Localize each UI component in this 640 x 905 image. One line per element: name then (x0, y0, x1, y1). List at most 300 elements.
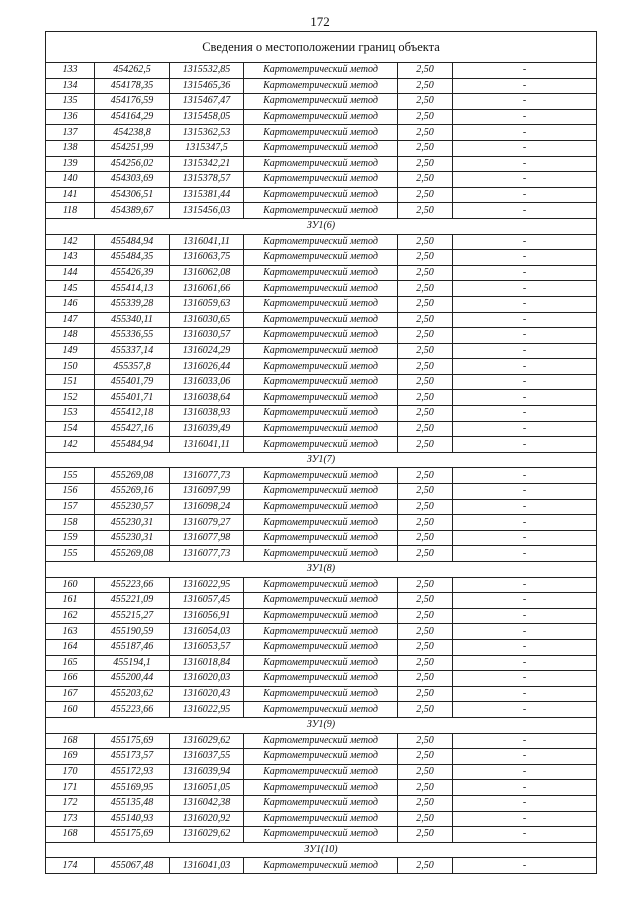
method-cell: Картометрический метод (244, 390, 398, 406)
table-row (46, 390, 597, 406)
coord-x: 455427,16 (95, 421, 170, 437)
table-row (46, 577, 597, 593)
point-number: 149 (46, 343, 95, 359)
point-number: 133 (46, 63, 95, 79)
method-cell: Картометрический метод (244, 749, 398, 765)
note-cell: - (453, 406, 597, 422)
coord-y: 1316041,11 (170, 437, 244, 453)
point-number: 174 (46, 858, 95, 874)
method-cell: Картометрический метод (244, 421, 398, 437)
table-row (46, 546, 597, 562)
coord-x: 455426,39 (95, 265, 170, 281)
point-number: 171 (46, 780, 95, 796)
coord-y: 1316061,66 (170, 281, 244, 297)
coord-y: 1316038,64 (170, 390, 244, 406)
method-cell: Картометрический метод (244, 437, 398, 453)
coord-x: 455414,13 (95, 281, 170, 297)
point-number: 118 (46, 203, 95, 219)
table-row (46, 639, 597, 655)
coord-y: 1316030,57 (170, 328, 244, 344)
method-cell: Картометрический метод (244, 655, 398, 671)
coord-y: 1315467,47 (170, 94, 244, 110)
note-cell: - (453, 140, 597, 156)
coord-x: 455223,66 (95, 702, 170, 718)
coord-x: 454178,35 (95, 78, 170, 94)
error-value: 2,50 (398, 63, 453, 79)
coord-x: 455223,66 (95, 577, 170, 593)
coord-x: 454256,02 (95, 156, 170, 172)
coord-x: 455484,94 (95, 437, 170, 453)
error-value: 2,50 (398, 639, 453, 655)
point-number: 141 (46, 187, 95, 203)
error-value: 2,50 (398, 406, 453, 422)
note-cell: - (453, 639, 597, 655)
error-value: 2,50 (398, 328, 453, 344)
error-value: 2,50 (398, 827, 453, 843)
coord-x: 455169,95 (95, 780, 170, 796)
section-label: ЗУ1(10) (46, 842, 597, 858)
point-number: 153 (46, 406, 95, 422)
point-number: 142 (46, 437, 95, 453)
error-value: 2,50 (398, 78, 453, 94)
method-cell: Картометрический метод (244, 468, 398, 484)
point-number: 156 (46, 484, 95, 500)
table-row (46, 234, 597, 250)
error-value: 2,50 (398, 265, 453, 281)
table-row (46, 187, 597, 203)
table-row (46, 686, 597, 702)
method-cell: Картометрический метод (244, 343, 398, 359)
note-cell: - (453, 827, 597, 843)
table-row (46, 265, 597, 281)
point-number: 140 (46, 172, 95, 188)
error-value: 2,50 (398, 390, 453, 406)
coord-x: 455269,08 (95, 468, 170, 484)
error-value: 2,50 (398, 437, 453, 453)
table-row (46, 671, 597, 687)
note-cell: - (453, 109, 597, 125)
note-cell: - (453, 78, 597, 94)
table-row (46, 515, 597, 531)
point-number: 154 (46, 421, 95, 437)
point-number: 167 (46, 686, 95, 702)
point-number: 168 (46, 827, 95, 843)
note-cell: - (453, 172, 597, 188)
error-value: 2,50 (398, 312, 453, 328)
point-number: 144 (46, 265, 95, 281)
section-row (46, 218, 597, 234)
method-cell: Картометрический метод (244, 234, 398, 250)
boundary-coordinates-table (45, 31, 597, 874)
method-cell: Картометрический метод (244, 374, 398, 390)
section-label: ЗУ1(8) (46, 562, 597, 578)
table-row (46, 858, 597, 874)
note-cell: - (453, 328, 597, 344)
error-value: 2,50 (398, 749, 453, 765)
coord-x: 454306,51 (95, 187, 170, 203)
method-cell: Картометрический метод (244, 63, 398, 79)
point-number: 159 (46, 530, 95, 546)
coord-x: 454176,59 (95, 94, 170, 110)
note-cell: - (453, 795, 597, 811)
point-number: 148 (46, 328, 95, 344)
note-cell: - (453, 702, 597, 718)
method-cell: Картометрический метод (244, 780, 398, 796)
point-number: 137 (46, 125, 95, 141)
method-cell: Картометрический метод (244, 811, 398, 827)
point-number: 157 (46, 499, 95, 515)
page-number: 172 (310, 14, 330, 29)
method-cell: Картометрический метод (244, 125, 398, 141)
method-cell: Картометрический метод (244, 624, 398, 640)
note-cell: - (453, 780, 597, 796)
table-row (46, 343, 597, 359)
method-cell: Картометрический метод (244, 78, 398, 94)
method-cell: Картометрический метод (244, 203, 398, 219)
coord-x: 455269,08 (95, 546, 170, 562)
coord-y: 1315362,53 (170, 125, 244, 141)
error-value: 2,50 (398, 499, 453, 515)
error-value: 2,50 (398, 546, 453, 562)
method-cell: Картометрический метод (244, 359, 398, 375)
method-cell: Картометрический метод (244, 858, 398, 874)
error-value: 2,50 (398, 203, 453, 219)
table-row (46, 608, 597, 624)
note-cell: - (453, 156, 597, 172)
coord-x: 455339,28 (95, 296, 170, 312)
method-cell: Картометрический метод (244, 593, 398, 609)
error-value: 2,50 (398, 374, 453, 390)
coord-y: 1315381,44 (170, 187, 244, 203)
method-cell: Картометрический метод (244, 639, 398, 655)
error-value: 2,50 (398, 296, 453, 312)
point-number: 160 (46, 577, 95, 593)
note-cell: - (453, 608, 597, 624)
note-cell: - (453, 671, 597, 687)
coord-y: 1316059,63 (170, 296, 244, 312)
table-row (46, 172, 597, 188)
method-cell: Картометрический метод (244, 140, 398, 156)
coord-x: 455401,79 (95, 374, 170, 390)
point-number: 134 (46, 78, 95, 94)
coord-y: 1316042,38 (170, 795, 244, 811)
point-number: 139 (46, 156, 95, 172)
point-number: 151 (46, 374, 95, 390)
coord-y: 1316062,08 (170, 265, 244, 281)
table-row (46, 374, 597, 390)
error-value: 2,50 (398, 530, 453, 546)
method-cell: Картометрический метод (244, 484, 398, 500)
note-cell: - (453, 624, 597, 640)
table-row (46, 125, 597, 141)
coord-y: 1316097,99 (170, 484, 244, 500)
note-cell: - (453, 390, 597, 406)
coord-y: 1316056,91 (170, 608, 244, 624)
method-cell: Картометрический метод (244, 187, 398, 203)
method-cell: Картометрический метод (244, 109, 398, 125)
note-cell: - (453, 733, 597, 749)
section-row (46, 452, 597, 468)
table-row (46, 250, 597, 266)
coord-x: 455215,27 (95, 608, 170, 624)
note-cell: - (453, 593, 597, 609)
point-number: 162 (46, 608, 95, 624)
error-value: 2,50 (398, 671, 453, 687)
coord-x: 455230,31 (95, 515, 170, 531)
coord-y: 1316041,03 (170, 858, 244, 874)
coord-y: 1315456,03 (170, 203, 244, 219)
method-cell: Картометрический метод (244, 686, 398, 702)
method-cell: Картометрический метод (244, 406, 398, 422)
point-number: 150 (46, 359, 95, 375)
coord-x: 455230,57 (95, 499, 170, 515)
method-cell: Картометрический метод (244, 94, 398, 110)
point-number: 145 (46, 281, 95, 297)
point-number: 166 (46, 671, 95, 687)
table-row (46, 296, 597, 312)
note-cell: - (453, 250, 597, 266)
method-cell: Картометрический метод (244, 296, 398, 312)
method-cell: Картометрический метод (244, 577, 398, 593)
note-cell: - (453, 374, 597, 390)
table-title: Сведения о местоположении границ объекта (46, 32, 597, 63)
point-number: 138 (46, 140, 95, 156)
coord-x: 455221,09 (95, 593, 170, 609)
note-cell: - (453, 499, 597, 515)
table-row (46, 780, 597, 796)
note-cell: - (453, 203, 597, 219)
error-value: 2,50 (398, 686, 453, 702)
coord-y: 1316077,73 (170, 468, 244, 484)
coord-x: 455230,31 (95, 530, 170, 546)
table-row (46, 593, 597, 609)
table-row (46, 468, 597, 484)
coord-y: 1316029,62 (170, 827, 244, 843)
section-row (46, 562, 597, 578)
error-value: 2,50 (398, 624, 453, 640)
error-value: 2,50 (398, 109, 453, 125)
coord-x: 455175,69 (95, 827, 170, 843)
table-row (46, 421, 597, 437)
point-number: 155 (46, 546, 95, 562)
coord-x: 455401,71 (95, 390, 170, 406)
table-row (46, 281, 597, 297)
error-value: 2,50 (398, 795, 453, 811)
table-row (46, 749, 597, 765)
error-value: 2,50 (398, 421, 453, 437)
table-row (46, 406, 597, 422)
method-cell: Картометрический метод (244, 546, 398, 562)
note-cell: - (453, 484, 597, 500)
point-number: 143 (46, 250, 95, 266)
point-number: 135 (46, 94, 95, 110)
coord-y: 1316053,57 (170, 639, 244, 655)
error-value: 2,50 (398, 811, 453, 827)
method-cell: Картометрический метод (244, 328, 398, 344)
coord-x: 455484,94 (95, 234, 170, 250)
error-value: 2,50 (398, 764, 453, 780)
coord-y: 1316033,06 (170, 374, 244, 390)
table-body (46, 32, 597, 874)
method-cell: Картометрический метод (244, 281, 398, 297)
note-cell: - (453, 811, 597, 827)
coord-y: 1316054,03 (170, 624, 244, 640)
point-number: 136 (46, 109, 95, 125)
error-value: 2,50 (398, 858, 453, 874)
coord-y: 1316022,95 (170, 702, 244, 718)
method-cell: Картометрический метод (244, 312, 398, 328)
table-row (46, 359, 597, 375)
table-row (46, 827, 597, 843)
coord-x: 455203,62 (95, 686, 170, 702)
point-number: 152 (46, 390, 95, 406)
error-value: 2,50 (398, 156, 453, 172)
note-cell: - (453, 125, 597, 141)
coord-y: 1316051,05 (170, 780, 244, 796)
table-row (46, 733, 597, 749)
table-row (46, 94, 597, 110)
section-label: ЗУ1(7) (46, 452, 597, 468)
coord-y: 1316020,92 (170, 811, 244, 827)
note-cell: - (453, 359, 597, 375)
note-cell: - (453, 686, 597, 702)
coord-x: 454251,99 (95, 140, 170, 156)
coord-x: 455172,93 (95, 764, 170, 780)
method-cell: Картометрический метод (244, 265, 398, 281)
point-number: 172 (46, 795, 95, 811)
coord-y: 1316024,29 (170, 343, 244, 359)
error-value: 2,50 (398, 468, 453, 484)
coord-y: 1316022,95 (170, 577, 244, 593)
section-row (46, 842, 597, 858)
coord-x: 455412,18 (95, 406, 170, 422)
point-number: 164 (46, 639, 95, 655)
coord-x: 455140,93 (95, 811, 170, 827)
coord-x: 454303,69 (95, 172, 170, 188)
table-title-row (46, 32, 597, 63)
coord-y: 1316079,27 (170, 515, 244, 531)
error-value: 2,50 (398, 515, 453, 531)
coord-y: 1316077,98 (170, 530, 244, 546)
coord-x: 455194,1 (95, 655, 170, 671)
section-row (46, 717, 597, 733)
note-cell: - (453, 312, 597, 328)
note-cell: - (453, 94, 597, 110)
coord-x: 455190,59 (95, 624, 170, 640)
method-cell: Картометрический метод (244, 702, 398, 718)
method-cell: Картометрический метод (244, 530, 398, 546)
note-cell: - (453, 234, 597, 250)
coord-y: 1315347,5 (170, 140, 244, 156)
section-label: ЗУ1(6) (46, 218, 597, 234)
method-cell: Картометрический метод (244, 608, 398, 624)
error-value: 2,50 (398, 343, 453, 359)
method-cell: Картометрический метод (244, 250, 398, 266)
coord-x: 454164,29 (95, 109, 170, 125)
note-cell: - (453, 858, 597, 874)
note-cell: - (453, 63, 597, 79)
coord-x: 454262,5 (95, 63, 170, 79)
table-row (46, 63, 597, 79)
note-cell: - (453, 296, 597, 312)
coord-x: 455484,35 (95, 250, 170, 266)
note-cell: - (453, 281, 597, 297)
coord-x: 454238,8 (95, 125, 170, 141)
coord-y: 1316098,24 (170, 499, 244, 515)
error-value: 2,50 (398, 140, 453, 156)
note-cell: - (453, 437, 597, 453)
coord-x: 455173,57 (95, 749, 170, 765)
method-cell: Картометрический метод (244, 671, 398, 687)
error-value: 2,50 (398, 577, 453, 593)
coord-y: 1316029,62 (170, 733, 244, 749)
error-value: 2,50 (398, 94, 453, 110)
error-value: 2,50 (398, 780, 453, 796)
point-number: 161 (46, 593, 95, 609)
error-value: 2,50 (398, 608, 453, 624)
method-cell: Картометрический метод (244, 764, 398, 780)
coord-x: 454389,67 (95, 203, 170, 219)
note-cell: - (453, 265, 597, 281)
error-value: 2,50 (398, 484, 453, 500)
note-cell: - (453, 764, 597, 780)
method-cell: Картометрический метод (244, 733, 398, 749)
error-value: 2,50 (398, 250, 453, 266)
table-row (46, 795, 597, 811)
point-number: 173 (46, 811, 95, 827)
table-row (46, 764, 597, 780)
error-value: 2,50 (398, 593, 453, 609)
method-cell: Картометрический метод (244, 156, 398, 172)
method-cell: Картометрический метод (244, 827, 398, 843)
coord-y: 1316039,94 (170, 764, 244, 780)
coord-y: 1316057,45 (170, 593, 244, 609)
table-row (46, 624, 597, 640)
note-cell: - (453, 530, 597, 546)
coord-y: 1316030,65 (170, 312, 244, 328)
point-number: 165 (46, 655, 95, 671)
coord-x: 455135,48 (95, 795, 170, 811)
note-cell: - (453, 343, 597, 359)
method-cell: Картометрический метод (244, 172, 398, 188)
table-row (46, 655, 597, 671)
note-cell: - (453, 546, 597, 562)
coord-x: 455187,46 (95, 639, 170, 655)
table-row (46, 78, 597, 94)
coord-y: 1316020,43 (170, 686, 244, 702)
coord-y: 1315378,57 (170, 172, 244, 188)
point-number: 146 (46, 296, 95, 312)
coord-y: 1315465,36 (170, 78, 244, 94)
coord-x: 455340,11 (95, 312, 170, 328)
coord-x: 455337,14 (95, 343, 170, 359)
point-number: 155 (46, 468, 95, 484)
error-value: 2,50 (398, 172, 453, 188)
table-row (46, 156, 597, 172)
coord-x: 455357,8 (95, 359, 170, 375)
coord-x: 455336,55 (95, 328, 170, 344)
coord-x: 455269,16 (95, 484, 170, 500)
table-row (46, 499, 597, 515)
coord-y: 1316063,75 (170, 250, 244, 266)
error-value: 2,50 (398, 655, 453, 671)
table-row (46, 811, 597, 827)
coord-y: 1316020,03 (170, 671, 244, 687)
table-row (46, 328, 597, 344)
table-row (46, 437, 597, 453)
table-row (46, 312, 597, 328)
point-number: 168 (46, 733, 95, 749)
